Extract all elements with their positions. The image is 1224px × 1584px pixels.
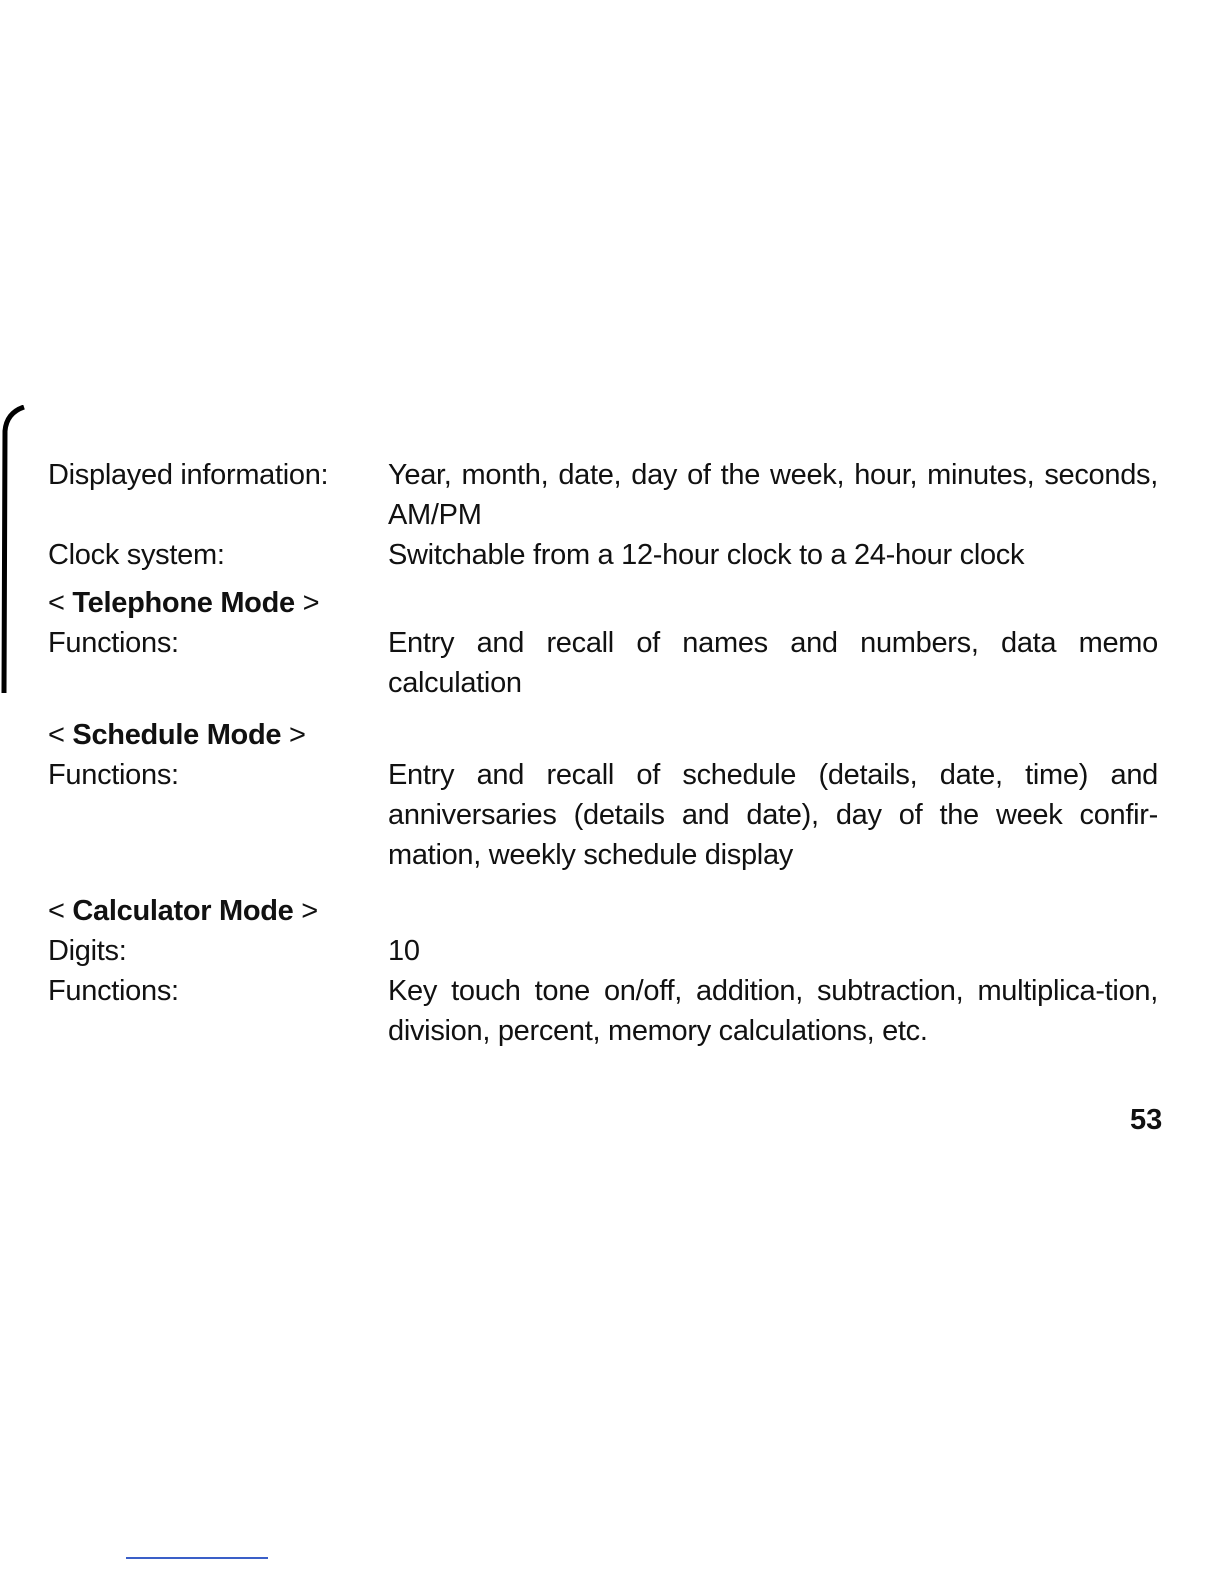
heading-name: Telephone Mode	[72, 587, 295, 619]
spec-label: Functions:	[48, 627, 179, 659]
spec-row-clock-system	[48, 535, 1158, 575]
spec-row-calculator-digits	[48, 931, 1158, 971]
spec-row-telephone-functions	[48, 623, 1158, 703]
spec-row-displayed-information	[48, 455, 1158, 535]
heading-open-bracket: <	[48, 895, 65, 927]
heading-open-bracket: <	[48, 719, 65, 751]
spec-value: Entry and recall of names and numbers, data memo calculation	[388, 627, 1158, 699]
section-heading-calculator-mode	[48, 891, 1158, 931]
heading-close-bracket: >	[302, 587, 320, 619]
heading-open-bracket: <	[48, 587, 65, 619]
spec-label: Functions:	[48, 975, 179, 1007]
spec-label: Clock system:	[48, 539, 225, 571]
spec-value: 10	[388, 935, 420, 967]
heading-close-bracket: >	[288, 719, 306, 751]
spec-label: Displayed information:	[48, 459, 329, 491]
spec-label: Digits:	[48, 935, 127, 967]
specifications-block	[48, 455, 1158, 1051]
spec-value: Year, month, date, day of the week, hour, minutes, seconds, AM/PM	[388, 459, 1158, 531]
section-heading-schedule-mode	[48, 715, 1158, 755]
heading-name: Schedule Mode	[72, 719, 282, 751]
spec-value: Entry and recall of schedule (details, date, time) and anniversaries (details and date), day of the week confir-mation, weekly schedule display	[388, 759, 1158, 871]
spec-value: Key touch tone on/off, addition, subtraction, multiplica-tion, division, percent, memory calculations, etc.	[388, 975, 1158, 1047]
heading-close-bracket: >	[301, 895, 318, 927]
spec-value: Switchable from a 12-hour clock to a 24-hour clock	[388, 539, 1025, 571]
page-number: 53	[1130, 1104, 1163, 1136]
footer-rule	[126, 1557, 268, 1559]
spec-label: Functions:	[48, 759, 179, 791]
heading-name: Calculator Mode	[72, 895, 294, 927]
spec-row-schedule-functions	[48, 755, 1158, 875]
binding-edge-mark	[0, 405, 30, 695]
spec-row-calculator-functions	[48, 971, 1158, 1051]
section-heading-telephone-mode	[48, 583, 1158, 623]
